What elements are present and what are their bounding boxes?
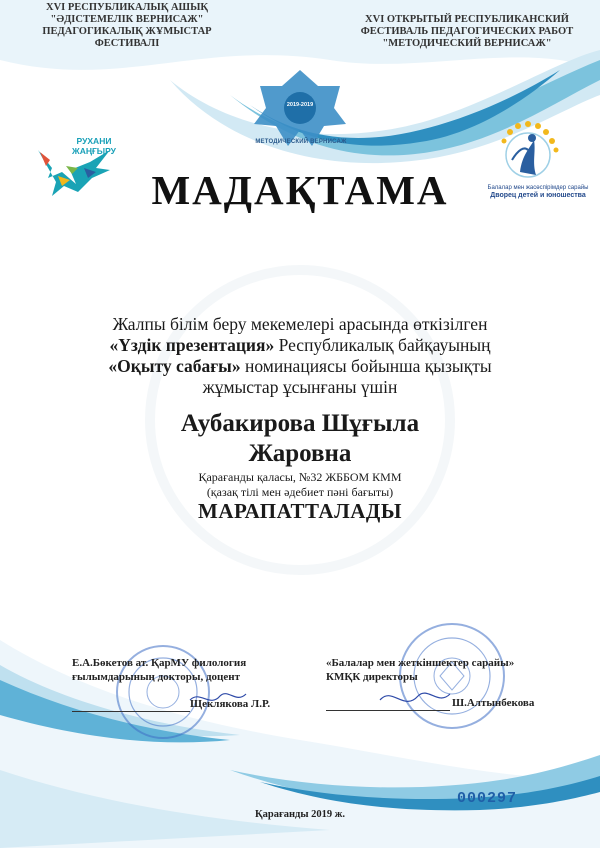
rukhani-line2: ЖАҢҒЫРУ	[72, 146, 116, 156]
signatory-right-line1: «Балалар мен жеткіншектер сарайы»	[326, 657, 515, 669]
signatory-right-name: Ш.Алтынбекова	[452, 697, 535, 709]
org-line1: Қарағанды қаласы, №32 ЖББОМ КММ	[198, 470, 402, 484]
palace-caption-line1: Балалар мен жасөспірімдер сарайы	[487, 185, 589, 191]
header-left-line: "ӘДІСТЕМЕЛІК ВЕРНИСАЖ"	[50, 14, 204, 25]
certificate-body	[60, 314, 540, 398]
header-left-line: XVI РЕСПУБЛИКАЛЫҚ АШЫҚ	[45, 2, 209, 13]
header-right-line: "МЕТОДИЧЕСКИЙ ВЕРНИСАЖ"	[382, 38, 552, 49]
recipient-name-line2: Жаровна	[248, 440, 352, 467]
header-right-line: XVI ОТКРЫТЫЙ РЕСПУБЛИКАНСКИЙ	[365, 14, 569, 25]
header-left-line: ПЕДАГОГИКАЛЫҚ ЖҰМЫСТАР ФЕСТИВАЛІ	[42, 26, 212, 49]
header-left	[22, 2, 232, 50]
signature-line-left	[72, 711, 190, 712]
emblem-year: 2019-2019	[286, 102, 314, 108]
serial-number: 000297	[457, 790, 518, 807]
recipient-name-line1: Аубакирова Шұғыла	[180, 410, 420, 437]
body-line3-rest: номинациясы бойынша қызықты	[240, 356, 492, 376]
signatory-left-line1: Е.А.Бөкетов ат. ҚарМУ филология	[72, 657, 247, 669]
nomination-name: «Оқыту сабағы»	[108, 356, 241, 376]
recipient-name	[0, 409, 600, 469]
certificate-title: МАДАҚТАМА	[151, 167, 449, 213]
signatory-left	[72, 656, 302, 684]
org-line2: (қазақ тілі мен әдебиет пәні бағыты)	[206, 485, 394, 499]
recipient-organization	[0, 470, 600, 500]
body-line3	[60, 356, 540, 377]
body-line4: жұмыстар ұсынғаны үшін	[202, 377, 398, 397]
header-right-line: ФЕСТИВАЛЬ ПЕДАГОГИЧЕСКИХ РАБОТ	[360, 26, 574, 37]
signatory-left-name: Щеклякова Л.Р.	[190, 698, 271, 710]
signatory-left-line2: ғылымдарының докторы, доцент	[72, 671, 241, 683]
body-line2-rest: Республикалық байқауының	[274, 335, 491, 355]
signatory-right	[326, 656, 556, 684]
palace-caption-line2: Дворец детей и юношества	[490, 192, 586, 199]
signature-line-right	[326, 710, 450, 711]
body-line2	[60, 335, 540, 356]
rukhani-logo-text	[64, 136, 124, 156]
contest-name: «Үздік презентация»	[109, 335, 275, 355]
awarded-label: МАРАПАТТАЛАДЫ	[198, 499, 402, 523]
signatory-right-line2: КМҚК директоры	[326, 671, 418, 683]
rukhani-line1: РУХАНИ	[76, 136, 112, 146]
footer-city-year: Қарағанды 2019 ж.	[254, 809, 346, 820]
body-line1: Жалпы білім беру мекемелері арасында өткізілген	[112, 314, 488, 334]
emblem-caption: МЕТОДИЧЕСКИЙ ВЕРНИСАЖ	[255, 139, 347, 145]
header-right	[352, 14, 582, 50]
